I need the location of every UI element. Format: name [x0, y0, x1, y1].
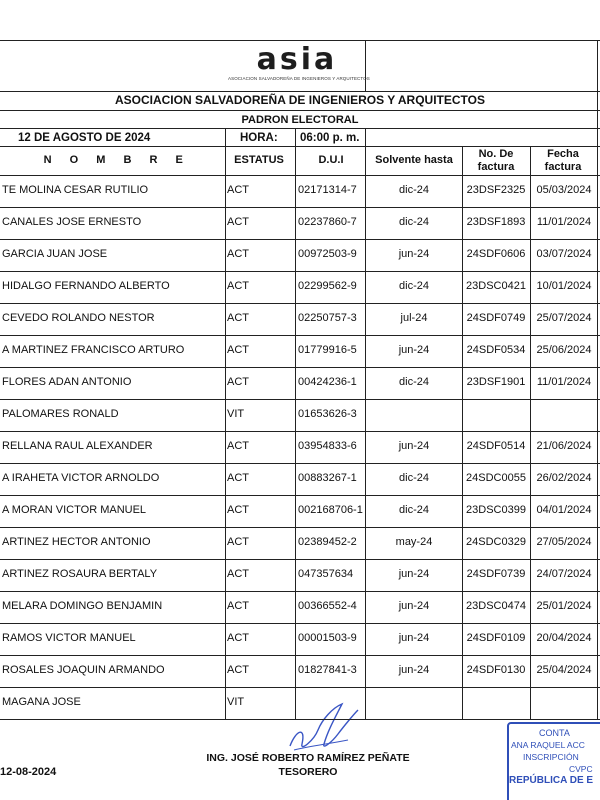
grid-line [597, 40, 598, 719]
cell-invoice-date: 25/07/2024 [536, 312, 592, 324]
cell-solvent: dic-24 [399, 472, 429, 484]
cell-dui: 02250757-3 [298, 312, 357, 324]
stamp-line-1: CONTA [539, 728, 570, 738]
column-header-invoice-number [462, 148, 530, 174]
document-title: PADRON ELECTORAL [241, 114, 359, 126]
invoice-date-line-1: Fecha [547, 148, 579, 160]
grid-line [0, 623, 600, 624]
cell-status: ACT [227, 664, 249, 676]
cell-dui: 01827841-3 [298, 664, 357, 676]
cell-dui: 00424236-1 [298, 376, 357, 388]
cell-name: ROSALES JOAQUIN ARMANDO [2, 664, 165, 676]
cell-solvent: jun-24 [398, 440, 430, 452]
grid-line [530, 146, 531, 719]
cell-solvent: jun-24 [398, 664, 430, 676]
stamp-line-4: CVPC [569, 764, 593, 774]
grid-line [0, 91, 600, 92]
cell-name: CANALES JOSE ERNESTO [2, 216, 142, 228]
cell-name: TE MOLINA CESAR RUTILIO [2, 184, 149, 196]
table-row [0, 527, 600, 559]
cell-solvent: dic-24 [399, 184, 429, 196]
table-row [0, 207, 600, 239]
stamp-line-2: ANA RAQUEL ACC [511, 740, 585, 750]
cell-solvent: jun-24 [398, 600, 430, 612]
cell-status: VIT [227, 408, 245, 420]
cell-dui: 00972503-9 [298, 248, 357, 260]
cell-dui: 00883267-1 [298, 472, 357, 484]
cell-solvent: jun-24 [398, 248, 430, 260]
cell-status: ACT [227, 568, 249, 580]
grid-line [0, 175, 600, 176]
cell-name: A MORAN VICTOR MANUEL [2, 504, 147, 516]
grid-line [0, 495, 600, 496]
cell-status: ACT [227, 280, 249, 292]
grid-line [0, 271, 600, 272]
time-label: HORA: [240, 132, 278, 144]
cell-solvent: dic-24 [399, 216, 429, 228]
cell-solvent: dic-24 [399, 280, 429, 292]
grid-line [365, 128, 366, 719]
cell-dui: 002168706-1 [298, 504, 363, 516]
grid-line [462, 146, 463, 719]
cell-dui: 00366552-4 [298, 600, 357, 612]
grid-line [0, 110, 600, 111]
table-row [0, 271, 600, 303]
table-row [0, 495, 600, 527]
cell-status: ACT [227, 312, 249, 324]
cell-status: ACT [227, 632, 249, 644]
cell-name: FLORES ADAN ANTONIO [2, 376, 132, 388]
cell-invoice-number: 23DSC0421 [466, 280, 526, 292]
grid-line [0, 239, 600, 240]
table-row [0, 431, 600, 463]
cell-dui: 02237860-7 [298, 216, 357, 228]
invoice-date-line-2: factura [544, 161, 582, 173]
cell-status: ACT [227, 600, 249, 612]
table-row [0, 463, 600, 495]
grid-line [225, 128, 226, 719]
cell-invoice-date: 10/01/2024 [536, 280, 592, 292]
cell-dui: 01653626-3 [298, 408, 357, 420]
cell-status: ACT [227, 504, 249, 516]
cell-name: CEVEDO ROLANDO NESTOR [2, 312, 155, 324]
grid-line [0, 207, 600, 208]
cell-invoice-date: 26/02/2024 [536, 472, 592, 484]
cell-dui: 00001503-9 [298, 632, 357, 644]
cell-invoice-date: 05/03/2024 [536, 184, 592, 196]
cell-status: ACT [227, 248, 249, 260]
cell-invoice-number: 24SDF0534 [466, 344, 526, 356]
column-header-dui: D.U.I [318, 154, 344, 166]
cell-status: ACT [227, 440, 249, 452]
grid-line [0, 431, 600, 432]
cell-invoice-number: 24SDF0514 [466, 440, 526, 452]
cell-name: MAGANA JOSE [2, 696, 81, 708]
table-row [0, 591, 600, 623]
cell-name: ARTINEZ ROSAURA BERTALY [2, 568, 158, 580]
cell-status: ACT [227, 536, 249, 548]
cell-invoice-date: 25/04/2024 [536, 664, 592, 676]
signer-name: ING. JOSÉ ROBERTO RAMÍREZ PEÑATE [206, 752, 410, 764]
cell-invoice-number: 24SDF0606 [466, 248, 526, 260]
report-date: 12 DE AGOSTO DE 2024 [18, 132, 151, 144]
cell-solvent: dic-24 [399, 376, 429, 388]
table-row [0, 399, 600, 431]
cell-dui: 02389452-2 [298, 536, 357, 548]
cell-solvent: jun-24 [398, 632, 430, 644]
cell-invoice-date: 25/01/2024 [536, 600, 592, 612]
cell-solvent: dic-24 [399, 504, 429, 516]
invoice-number-line-1: No. De [478, 148, 514, 160]
grid-line [295, 128, 296, 719]
grid-line [0, 40, 600, 41]
footer-date: 12-08-2024 [0, 766, 57, 778]
grid-line [365, 40, 366, 91]
cell-dui: 01779916-5 [298, 344, 357, 356]
cell-name: MELARA DOMINGO BENJAMIN [2, 600, 163, 612]
cell-status: ACT [227, 344, 249, 356]
cell-invoice-date: 27/05/2024 [536, 536, 592, 548]
table-row [0, 623, 600, 655]
cell-invoice-date: 21/06/2024 [536, 440, 592, 452]
cell-invoice-number: 23DSF2325 [466, 184, 526, 196]
cell-name: HIDALGO FERNANDO ALBERTO [2, 280, 170, 292]
cell-invoice-date: 11/01/2024 [536, 216, 592, 228]
cell-dui: 03954833-6 [298, 440, 357, 452]
logo-subtitle: ASOCIACION SALVADOREÑA DE INGENIEROS Y ARQUITECTOS [228, 76, 370, 81]
cell-status: ACT [227, 184, 249, 196]
cell-invoice-number: 24SDC0055 [466, 472, 526, 484]
cell-name: PALOMARES RONALD [2, 408, 119, 420]
column-header-status: ESTATUS [234, 154, 284, 166]
cell-status: VIT [227, 696, 245, 708]
column-header-invoice-date [530, 148, 596, 174]
cell-invoice-number: 24SDF0749 [466, 312, 526, 324]
cell-invoice-number: 23DSC0474 [466, 600, 526, 612]
stamp-line-5: REPÚBLICA DE E [509, 775, 594, 786]
grid-line [0, 559, 600, 560]
cell-invoice-date: 24/07/2024 [536, 568, 592, 580]
accountant-stamp [507, 722, 600, 800]
column-header-name: N O M B R E [43, 154, 191, 166]
cell-invoice-number: 23DSF1893 [466, 216, 526, 228]
grid-line [0, 463, 600, 464]
cell-dui: 02299562-9 [298, 280, 357, 292]
grid-line [0, 335, 600, 336]
cell-invoice-date: 04/01/2024 [536, 504, 592, 516]
cell-name: RAMOS VICTOR MANUEL [2, 632, 136, 644]
table-row [0, 559, 600, 591]
grid-line [0, 719, 600, 720]
grid-line [0, 399, 600, 400]
cell-invoice-number: 23DSF1901 [466, 376, 526, 388]
grid-line [0, 687, 600, 688]
grid-line [0, 303, 600, 304]
table-row [0, 367, 600, 399]
asia-logo [228, 42, 370, 90]
signer-role: TESORERO [278, 766, 338, 778]
grid-line [0, 146, 600, 147]
cell-invoice-date: 20/04/2024 [536, 632, 592, 644]
cell-invoice-number: 23DSC0399 [466, 504, 526, 516]
cell-name: ARTINEZ HECTOR ANTONIO [2, 536, 151, 548]
cell-dui: 047357634 [298, 568, 354, 580]
grid-line [0, 655, 600, 656]
cell-name: RELLANA RAUL ALEXANDER [2, 440, 153, 452]
cell-invoice-date: 25/06/2024 [536, 344, 592, 356]
table-row [0, 175, 600, 207]
grid-line [0, 128, 600, 129]
cell-status: ACT [227, 376, 249, 388]
grid-line [0, 591, 600, 592]
cell-name: GARCIA JUAN JOSE [2, 248, 108, 260]
cell-solvent: jun-24 [398, 568, 430, 580]
logo-wordmark: asia [256, 42, 338, 77]
cell-solvent: jun-24 [398, 344, 430, 356]
cell-name: A MARTINEZ FRANCISCO ARTURO [2, 344, 185, 356]
cell-status: ACT [227, 472, 249, 484]
cell-invoice-number: 24SDC0329 [466, 536, 526, 548]
grid-line [0, 527, 600, 528]
stamp-line-3: INSCRIPCIÓN [523, 752, 579, 762]
table-row [0, 655, 600, 687]
cell-status: ACT [227, 216, 249, 228]
cell-invoice-number: 24SDF0109 [466, 632, 526, 644]
table-row [0, 335, 600, 367]
invoice-number-line-2: factura [477, 161, 515, 173]
table-row [0, 239, 600, 271]
signature-scribble [284, 700, 364, 760]
cell-name: A IRAHETA VICTOR ARNOLDO [2, 472, 160, 484]
cell-dui: 02171314-7 [298, 184, 357, 196]
cell-invoice-date: 11/01/2024 [536, 376, 592, 388]
table-row [0, 303, 600, 335]
cell-invoice-date: 03/07/2024 [536, 248, 592, 260]
organization-name: ASOCIACION SALVADOREÑA DE INGENIEROS Y ARQUITECTOS [114, 93, 486, 107]
cell-invoice-number: 24SDF0130 [466, 664, 526, 676]
time-value: 06:00 p. m. [300, 132, 360, 144]
cell-solvent: may-24 [395, 536, 433, 548]
grid-line [0, 367, 600, 368]
cell-invoice-number: 24SDF0739 [466, 568, 526, 580]
column-header-solvent: Solvente hasta [375, 154, 453, 166]
cell-solvent: jul-24 [400, 312, 428, 324]
